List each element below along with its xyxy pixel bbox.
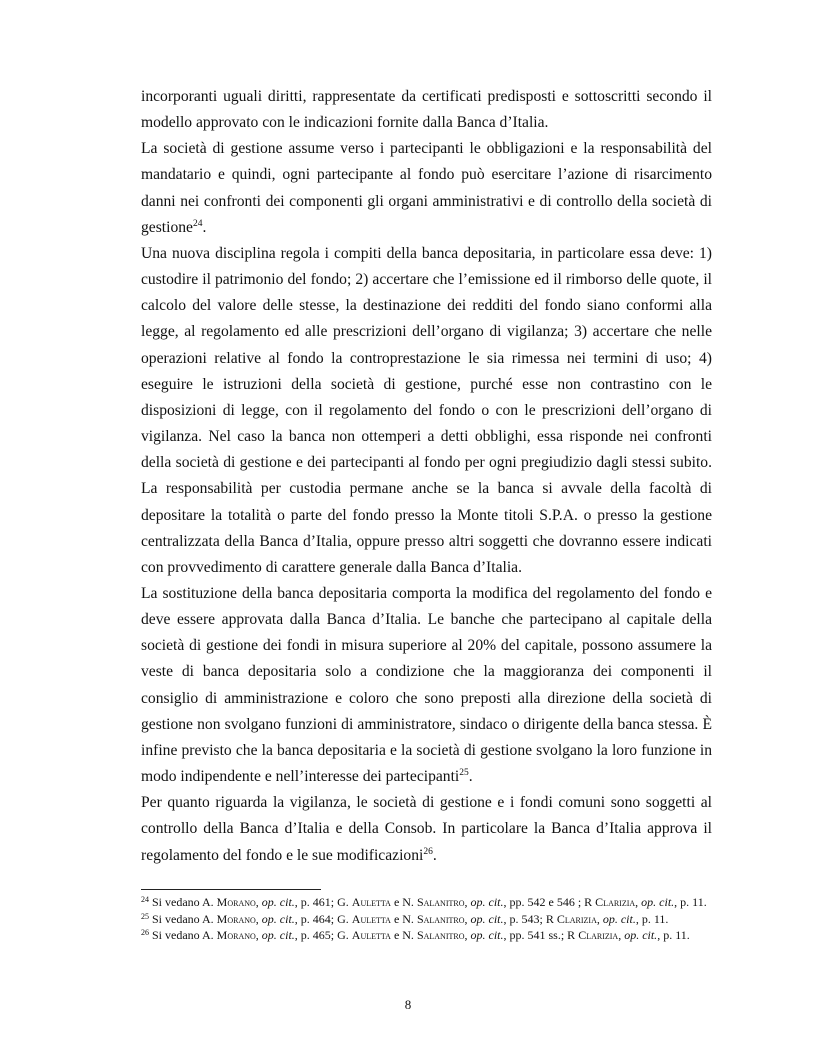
author-name: Salanitro (416, 895, 465, 909)
paragraph-2-end: . (202, 218, 207, 236)
footnote-26 (141, 928, 712, 942)
footnote-text: , (255, 911, 262, 926)
citation-abbrev: op. cit. (470, 895, 504, 909)
footnote-24 (141, 895, 712, 909)
footnote-text: , (255, 928, 262, 943)
footnote-text: , (464, 911, 471, 926)
footnote-text: , p. 464; G. (294, 911, 352, 926)
footnote-text: e N. (390, 895, 417, 909)
author-name: Clarizia (556, 911, 597, 926)
paragraph-2-text: La società di gestione assume verso i partecipanti le obbligazioni e la responsabilità del mandatario e quindi, ogni partecipante al fondo può esercitare l’azione di risarcimento danni nei confronti dei componenti gli organi amministrativi e di controllo della società di gestione (141, 140, 712, 236)
footnote-25 (141, 912, 712, 926)
footnote-text: , p. 11. (674, 895, 707, 909)
footnote-text: , (596, 911, 603, 926)
footnote-text: , p. 461; G. (294, 895, 352, 909)
footnote-separator (141, 889, 321, 890)
paragraph-3 (141, 241, 712, 581)
citation-abbrev: op. cit. (261, 895, 295, 909)
footnote-ref-26[interactable]: 26 (423, 846, 433, 857)
footnote-text: , p. 11. (657, 928, 690, 943)
paragraph-1-text: incorporanti uguali diritti, rappresentate da certificati predisposti e sottoscritti secondo il modello approvato con le indicazioni fornite dalla Banca d’Italia. (141, 88, 712, 132)
footnote-text: , (635, 895, 642, 909)
footnote-text: , (464, 895, 471, 909)
footnote-text: e N. (390, 928, 417, 943)
footnote-text: Si vedano A. (149, 895, 217, 909)
footnote-text: , pp. 541 ss.; R (503, 928, 579, 943)
author-name: Morano (216, 911, 256, 926)
footnote-text: Si vedano A. (149, 928, 217, 943)
footnote-number: 26 (141, 928, 149, 938)
citation-abbrev: op. cit. (470, 928, 504, 943)
footnote-text: , p. 543; R (503, 911, 557, 926)
footnote-text: Si vedano A. (149, 911, 217, 926)
author-name: Auletta (351, 895, 391, 909)
paragraph-2 (141, 136, 712, 241)
citation-abbrev: op. cit. (261, 928, 295, 943)
citation-abbrev: op. cit. (261, 911, 295, 926)
footnote-number: 25 (141, 911, 149, 921)
paragraph-5 (141, 790, 712, 868)
footnote-text: e N. (390, 911, 417, 926)
citation-abbrev: op. cit. (602, 911, 636, 926)
citation-abbrev: op. cit. (641, 895, 675, 909)
paragraph-4-end: . (468, 768, 473, 786)
footnote-number: 24 (141, 895, 149, 904)
footnote-ref-25[interactable]: 25 (459, 768, 469, 779)
paragraph-5-text: Per quanto riguarda la vigilanza, le società di gestione e i fondi comuni sono soggetti al controllo della Banca d’Italia e della Consob. In particolare la Banca d’Italia approva il regolamento del fondo e le sue modificazioni (141, 794, 712, 864)
author-name: Salanitro (416, 911, 465, 926)
paragraph-4-text: La sostituzione della banca depositaria comporta la modifica del regolamento del fondo e deve essere approvata dalla Banca d’Italia. Le banche che partecipano al capitale della società di gestione dei fondi in misura superiore al 20% del capitale, possono assumere la veste di banca depositaria solo a condizione che la maggioranza dei componenti il consiglio di amministrazione e coloro che sono preposti alla direzione della società di gestione non svolgano funzioni di amministratore, sindaco o dirigente della banca stessa. È infine previsto che la banca depositaria e la società di gestione svolgano la loro funzione in modo indipendente e nell’interesse dei partecipanti (141, 584, 712, 786)
author-name: Clarizia (578, 928, 619, 943)
author-name: Auletta (351, 928, 391, 943)
paragraph-4 (141, 581, 712, 790)
paragraph-1 (141, 84, 712, 136)
author-name: Salanitro (416, 928, 465, 943)
page-number: 8 (404, 997, 412, 1012)
body-text (141, 84, 712, 869)
author-name: Morano (216, 928, 256, 943)
footnotes (141, 895, 712, 945)
citation-abbrev: op. cit. (470, 911, 504, 926)
footnote-text: , (464, 928, 471, 943)
footnote-text: , pp. 542 e 546 ; R (503, 895, 596, 909)
footnote-text: , (618, 928, 625, 943)
footnote-text: , p. 11. (635, 911, 669, 926)
footnote-text: , p. 465; G. (294, 928, 352, 943)
author-name: Auletta (351, 911, 391, 926)
paragraph-5-end: . (432, 846, 437, 864)
footnote-text: , (255, 895, 262, 909)
author-name: Clarizia (595, 895, 636, 909)
paragraph-3-text: Una nuova disciplina regola i compiti della banca depositaria, in particolare essa deve: 1) custodire il patrimonio del fondo; 2) accertare che l’emissione ed il rimborso delle quote, il calcolo del valore delle stesse, la destinazione dei redditi del fondo siano conformi alla legge, al regolamento ed alle prescrizioni dell’organo di vigilanza; 3) accertare che nelle operazioni relative al fondo la controprestazione le sia rimessa nei termini di uso; 4) eseguire le istruzioni della società di gestione, purché esse non contrastino con le disposizioni di legge, con il regolamento del fondo o con le prescrizioni dell’organo di vigilanza. Nel caso la banca non ottemperi a detti obblighi, essa risponde nei confronti della società di gestione e dei partecipanti al fondo per ogni pregiudizio dagli stessi subito. La responsabilità per custodia permane anche se la banca si avvale della facoltà di depositare la totalità o parte del fondo presso la Monte titoli S.P.A. o presso la gestione centralizzata della Banca d’Italia, oppure presso altri soggetti che dovranno essere indicati con provvedimento di carattere generale dalla Banca d’Italia. (141, 244, 712, 576)
citation-abbrev: op. cit. (624, 928, 658, 943)
author-name: Morano (216, 895, 256, 909)
footnote-ref-24[interactable]: 24 (192, 218, 203, 229)
